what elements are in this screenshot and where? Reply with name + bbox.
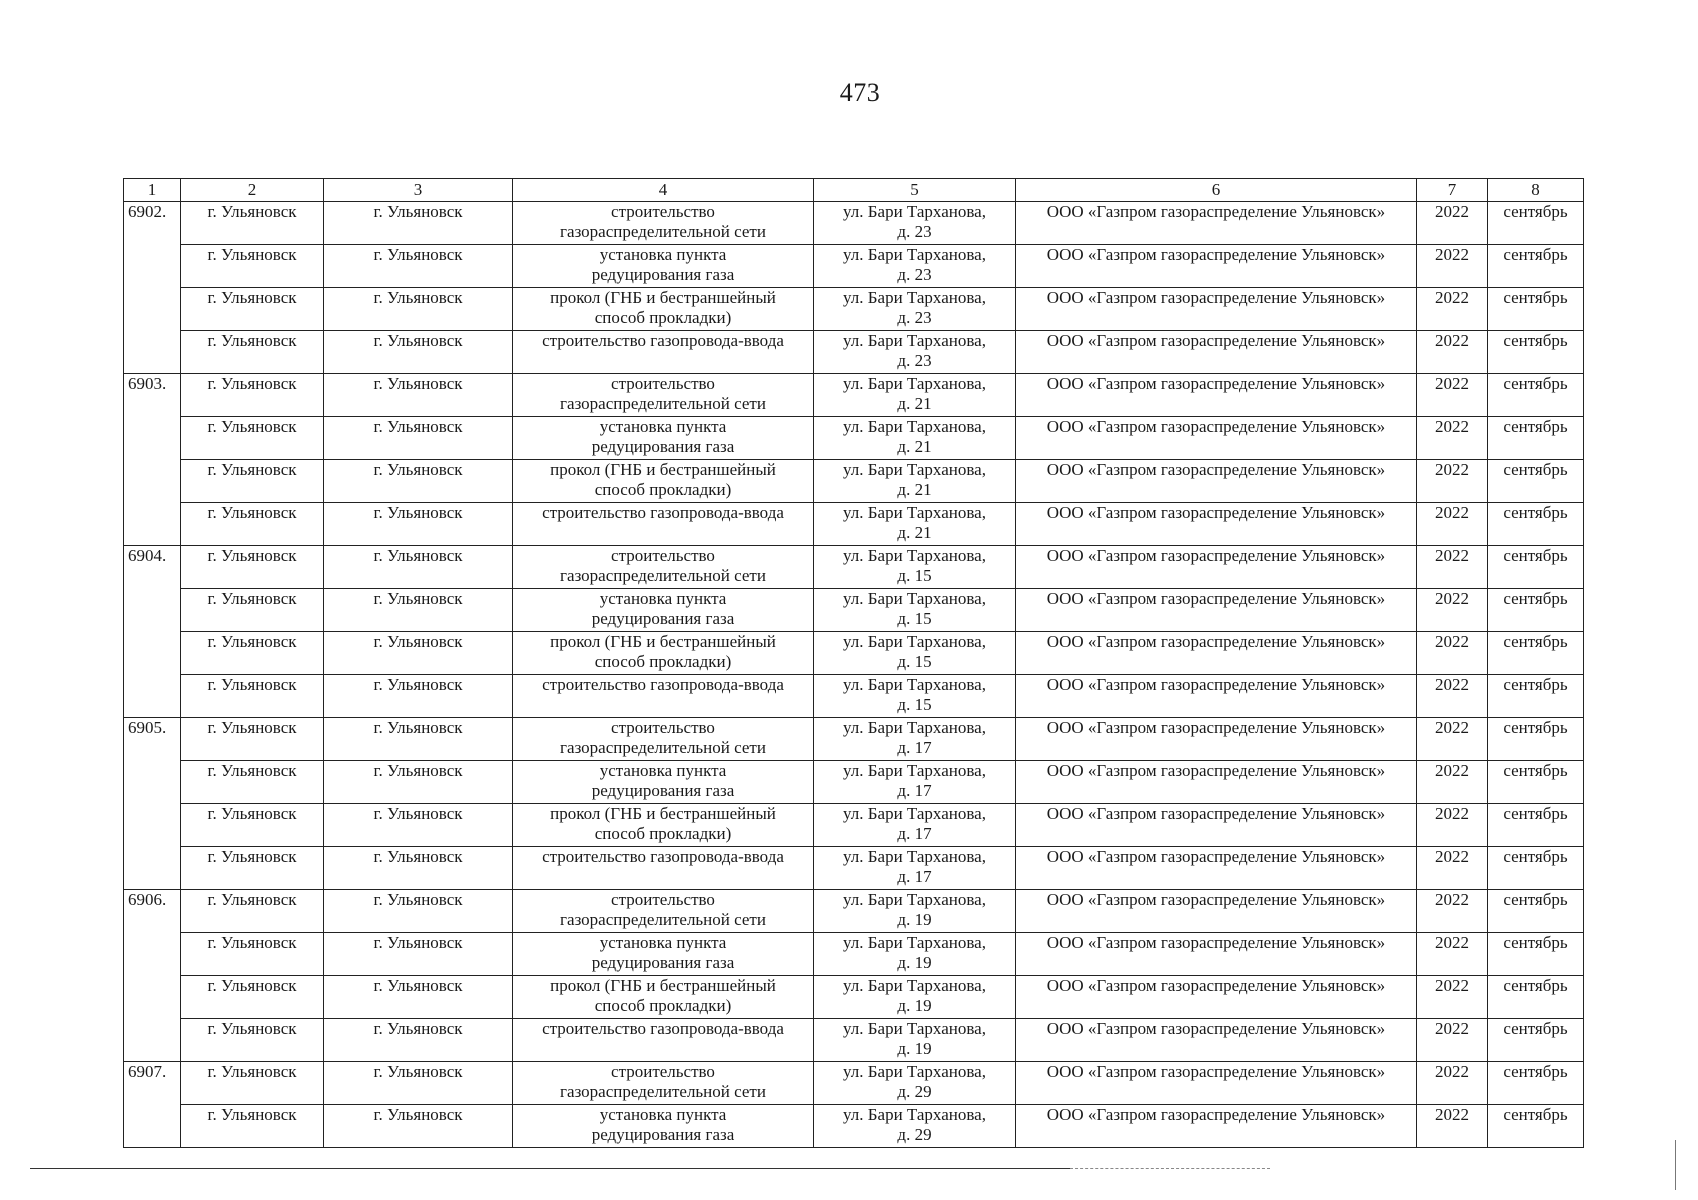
cell-organization: ООО «Газпром газораспределение Ульяновск»	[1016, 374, 1417, 417]
cell-line: д. 19	[897, 996, 932, 1015]
cell-line: ул. Бари Тарханова,	[843, 1019, 986, 1038]
cell-line: установка пункта	[599, 417, 727, 436]
cell-organization: ООО «Газпром газораспределение Ульяновск»	[1016, 718, 1417, 761]
table-row	[124, 546, 1584, 589]
cell-work-type	[513, 417, 814, 460]
cell-line: газораспределительной сети	[560, 910, 766, 929]
table-row	[124, 503, 1584, 546]
entry-number: 6907.	[124, 1062, 181, 1148]
cell-region: г. Ульяновск	[181, 847, 324, 890]
cell-line: газораспределительной сети	[560, 1082, 766, 1101]
cell-line: установка пункта	[599, 589, 727, 608]
cell-line: ул. Бари Тарханова,	[843, 675, 986, 694]
cell-work-type	[513, 460, 814, 503]
cell-line: д. 23	[897, 308, 932, 327]
cell-organization: ООО «Газпром газораспределение Ульяновск»	[1016, 933, 1417, 976]
table-row	[124, 804, 1584, 847]
cell-work-type	[513, 890, 814, 933]
cell-region: г. Ульяновск	[181, 288, 324, 331]
cell-year: 2022	[1417, 417, 1488, 460]
column-header: 8	[1488, 179, 1584, 202]
cell-month: сентябрь	[1488, 1019, 1584, 1062]
cell-locality: г. Ульяновск	[324, 675, 513, 718]
cell-line: установка пункта	[599, 761, 727, 780]
cell-month: сентябрь	[1488, 331, 1584, 374]
cell-line: способ прокладки)	[594, 824, 732, 843]
cell-line: д. 15	[897, 566, 932, 585]
column-header: 5	[814, 179, 1016, 202]
cell-address	[814, 503, 1016, 546]
cell-month: сентябрь	[1488, 847, 1584, 890]
cell-line: ул. Бари Тарханова,	[843, 503, 986, 522]
cell-line: ул. Бари Тарханова,	[843, 761, 986, 780]
cell-address	[814, 288, 1016, 331]
table-row	[124, 718, 1584, 761]
cell-line: ул. Бари Тарханова,	[843, 847, 986, 866]
cell-line: ул. Бари Тарханова,	[843, 245, 986, 264]
cell-locality: г. Ульяновск	[324, 288, 513, 331]
cell-line: способ прокладки)	[594, 308, 732, 327]
cell-locality: г. Ульяновск	[324, 718, 513, 761]
cell-locality: г. Ульяновск	[324, 417, 513, 460]
cell-locality: г. Ульяновск	[324, 933, 513, 976]
cell-year: 2022	[1417, 1019, 1488, 1062]
scan-edge-mark	[1675, 1140, 1676, 1190]
table-row	[124, 417, 1584, 460]
cell-address	[814, 632, 1016, 675]
cell-line: строительство газопровода-ввода	[542, 847, 784, 866]
cell-work-type	[513, 718, 814, 761]
cell-region: г. Ульяновск	[181, 1019, 324, 1062]
cell-work-type	[513, 546, 814, 589]
table-row	[124, 460, 1584, 503]
cell-month: сентябрь	[1488, 632, 1584, 675]
table-row	[124, 933, 1584, 976]
cell-address	[814, 245, 1016, 288]
cell-year: 2022	[1417, 933, 1488, 976]
table-row	[124, 847, 1584, 890]
cell-line: прокол (ГНБ и бестраншейный	[550, 632, 776, 651]
cell-organization: ООО «Газпром газораспределение Ульяновск»	[1016, 288, 1417, 331]
cell-organization: ООО «Газпром газораспределение Ульяновск»	[1016, 890, 1417, 933]
cell-year: 2022	[1417, 546, 1488, 589]
cell-work-type	[513, 202, 814, 245]
cell-month: сентябрь	[1488, 718, 1584, 761]
entry-number: 6906.	[124, 890, 181, 1062]
cell-work-type	[513, 1019, 814, 1062]
cell-work-type	[513, 374, 814, 417]
cell-year: 2022	[1417, 718, 1488, 761]
cell-month: сентябрь	[1488, 1062, 1584, 1105]
cell-work-type	[513, 804, 814, 847]
cell-region: г. Ульяновск	[181, 718, 324, 761]
cell-region: г. Ульяновск	[181, 546, 324, 589]
cell-locality: г. Ульяновск	[324, 976, 513, 1019]
cell-address	[814, 460, 1016, 503]
cell-line: д. 29	[897, 1125, 932, 1144]
column-header: 1	[124, 179, 181, 202]
column-header-row	[124, 179, 1584, 202]
cell-line: строительство	[611, 546, 715, 565]
cell-month: сентябрь	[1488, 202, 1584, 245]
cell-organization: ООО «Газпром газораспределение Ульяновск»	[1016, 245, 1417, 288]
cell-year: 2022	[1417, 804, 1488, 847]
cell-line: ул. Бари Тарханова,	[843, 546, 986, 565]
cell-work-type	[513, 761, 814, 804]
cell-work-type	[513, 1105, 814, 1148]
cell-locality: г. Ульяновск	[324, 374, 513, 417]
table-row	[124, 589, 1584, 632]
cell-region: г. Ульяновск	[181, 202, 324, 245]
cell-month: сентябрь	[1488, 374, 1584, 417]
cell-region: г. Ульяновск	[181, 976, 324, 1019]
cell-region: г. Ульяновск	[181, 675, 324, 718]
cell-address	[814, 718, 1016, 761]
table-row	[124, 331, 1584, 374]
table-row	[124, 288, 1584, 331]
cell-line: д. 21	[897, 480, 932, 499]
cell-line: прокол (ГНБ и бестраншейный	[550, 288, 776, 307]
cell-address	[814, 804, 1016, 847]
cell-line: строительство	[611, 374, 715, 393]
cell-line: редуцирования газа	[591, 609, 735, 628]
column-header: 3	[324, 179, 513, 202]
cell-address	[814, 417, 1016, 460]
table-row	[124, 245, 1584, 288]
cell-work-type	[513, 847, 814, 890]
cell-month: сентябрь	[1488, 546, 1584, 589]
cell-month: сентябрь	[1488, 288, 1584, 331]
column-header: 6	[1016, 179, 1417, 202]
cell-region: г. Ульяновск	[181, 933, 324, 976]
table-body	[124, 202, 1584, 1148]
cell-line: строительство	[611, 1062, 715, 1081]
cell-locality: г. Ульяновск	[324, 632, 513, 675]
cell-address	[814, 589, 1016, 632]
table-row	[124, 890, 1584, 933]
cell-line: редуцирования газа	[591, 1125, 735, 1144]
cell-year: 2022	[1417, 890, 1488, 933]
cell-year: 2022	[1417, 1105, 1488, 1148]
entry-number: 6905.	[124, 718, 181, 890]
cell-region: г. Ульяновск	[181, 804, 324, 847]
cell-region: г. Ульяновск	[181, 245, 324, 288]
cell-region: г. Ульяновск	[181, 761, 324, 804]
cell-address	[814, 1019, 1016, 1062]
cell-month: сентябрь	[1488, 933, 1584, 976]
entry-number: 6904.	[124, 546, 181, 718]
cell-organization: ООО «Газпром газораспределение Ульяновск»	[1016, 417, 1417, 460]
cell-line: прокол (ГНБ и бестраншейный	[550, 804, 776, 823]
cell-year: 2022	[1417, 374, 1488, 417]
cell-line: ул. Бари Тарханова,	[843, 632, 986, 651]
cell-address	[814, 374, 1016, 417]
cell-month: сентябрь	[1488, 761, 1584, 804]
cell-locality: г. Ульяновск	[324, 503, 513, 546]
cell-line: д. 17	[897, 824, 932, 843]
cell-year: 2022	[1417, 675, 1488, 718]
cell-locality: г. Ульяновск	[324, 202, 513, 245]
cell-work-type	[513, 503, 814, 546]
cell-region: г. Ульяновск	[181, 331, 324, 374]
column-header: 7	[1417, 179, 1488, 202]
cell-organization: ООО «Газпром газораспределение Ульяновск»	[1016, 976, 1417, 1019]
cell-line: прокол (ГНБ и бестраншейный	[550, 460, 776, 479]
cell-month: сентябрь	[1488, 976, 1584, 1019]
table-row	[124, 1019, 1584, 1062]
cell-month: сентябрь	[1488, 417, 1584, 460]
cell-line: д. 23	[897, 265, 932, 284]
page-number: 473	[839, 78, 881, 107]
cell-line: редуцирования газа	[591, 437, 735, 456]
table-row	[124, 761, 1584, 804]
cell-organization: ООО «Газпром газораспределение Ульяновск»	[1016, 804, 1417, 847]
cell-line: д. 17	[897, 781, 932, 800]
cell-month: сентябрь	[1488, 589, 1584, 632]
cell-line: строительство газопровода-ввода	[542, 331, 784, 350]
cell-region: г. Ульяновск	[181, 890, 324, 933]
cell-line: прокол (ГНБ и бестраншейный	[550, 976, 776, 995]
cell-line: ул. Бари Тарханова,	[843, 1062, 986, 1081]
cell-region: г. Ульяновск	[181, 460, 324, 503]
cell-line: ул. Бари Тарханова,	[843, 331, 986, 350]
cell-work-type	[513, 675, 814, 718]
cell-year: 2022	[1417, 503, 1488, 546]
cell-line: газораспределительной сети	[560, 738, 766, 757]
cell-line: установка пункта	[599, 1105, 727, 1124]
cell-locality: г. Ульяновск	[324, 1019, 513, 1062]
cell-organization: ООО «Газпром газораспределение Ульяновск»	[1016, 675, 1417, 718]
cell-line: установка пункта	[599, 245, 727, 264]
table-row	[124, 675, 1584, 718]
cell-work-type	[513, 331, 814, 374]
cell-line: д. 19	[897, 1039, 932, 1058]
cell-locality: г. Ульяновск	[324, 890, 513, 933]
cell-month: сентябрь	[1488, 460, 1584, 503]
cell-line: д. 21	[897, 523, 932, 542]
cell-address	[814, 546, 1016, 589]
cell-line: редуцирования газа	[591, 781, 735, 800]
cell-year: 2022	[1417, 632, 1488, 675]
table-row	[124, 632, 1584, 675]
cell-locality: г. Ульяновск	[324, 761, 513, 804]
cell-line: д. 23	[897, 222, 932, 241]
cell-year: 2022	[1417, 331, 1488, 374]
cell-year: 2022	[1417, 245, 1488, 288]
cell-line: ул. Бари Тарханова,	[843, 288, 986, 307]
cell-line: ул. Бари Тарханова,	[843, 1105, 986, 1124]
cell-line: редуцирования газа	[591, 265, 735, 284]
cell-region: г. Ульяновск	[181, 503, 324, 546]
cell-address	[814, 675, 1016, 718]
cell-month: сентябрь	[1488, 1105, 1584, 1148]
cell-locality: г. Ульяновск	[324, 847, 513, 890]
data-table	[123, 178, 1584, 1148]
cell-line: д. 17	[897, 867, 932, 886]
cell-line: способ прокладки)	[594, 480, 732, 499]
table-row	[124, 374, 1584, 417]
cell-organization: ООО «Газпром газораспределение Ульяновск»	[1016, 589, 1417, 632]
cell-region: г. Ульяновск	[181, 1105, 324, 1148]
cell-work-type	[513, 589, 814, 632]
cell-work-type	[513, 1062, 814, 1105]
cell-work-type	[513, 245, 814, 288]
cell-organization: ООО «Газпром газораспределение Ульяновск»	[1016, 1062, 1417, 1105]
cell-line: ул. Бари Тарханова,	[843, 589, 986, 608]
cell-line: д. 21	[897, 437, 932, 456]
cell-year: 2022	[1417, 288, 1488, 331]
cell-locality: г. Ульяновск	[324, 245, 513, 288]
cell-address	[814, 331, 1016, 374]
cell-line: строительство газопровода-ввода	[542, 1019, 784, 1038]
cell-line: строительство газопровода-ввода	[542, 675, 784, 694]
cell-line: установка пункта	[599, 933, 727, 952]
cell-work-type	[513, 933, 814, 976]
table-row	[124, 1062, 1584, 1105]
cell-line: ул. Бари Тарханова,	[843, 890, 986, 909]
cell-line: газораспределительной сети	[560, 394, 766, 413]
cell-address	[814, 976, 1016, 1019]
cell-month: сентябрь	[1488, 503, 1584, 546]
cell-line: д. 17	[897, 738, 932, 757]
cell-year: 2022	[1417, 761, 1488, 804]
cell-locality: г. Ульяновск	[324, 460, 513, 503]
cell-line: строительство	[611, 890, 715, 909]
cell-organization: ООО «Газпром газораспределение Ульяновск»	[1016, 503, 1417, 546]
cell-organization: ООО «Газпром газораспределение Ульяновск»	[1016, 761, 1417, 804]
cell-region: г. Ульяновск	[181, 589, 324, 632]
cell-line: д. 15	[897, 695, 932, 714]
entry-number: 6903.	[124, 374, 181, 546]
cell-organization: ООО «Газпром газораспределение Ульяновск»	[1016, 460, 1417, 503]
cell-line: ул. Бари Тарханова,	[843, 202, 986, 221]
cell-locality: г. Ульяновск	[324, 331, 513, 374]
cell-line: д. 23	[897, 351, 932, 370]
cell-year: 2022	[1417, 1062, 1488, 1105]
cell-line: способ прокладки)	[594, 996, 732, 1015]
cell-year: 2022	[1417, 202, 1488, 245]
cell-address	[814, 202, 1016, 245]
entry-number: 6902.	[124, 202, 181, 374]
cell-line: д. 21	[897, 394, 932, 413]
cell-address	[814, 761, 1016, 804]
cell-organization: ООО «Газпром газораспределение Ульяновск»	[1016, 847, 1417, 890]
cell-line: строительство газопровода-ввода	[542, 503, 784, 522]
cell-organization: ООО «Газпром газораспределение Ульяновск»	[1016, 632, 1417, 675]
cell-month: сентябрь	[1488, 245, 1584, 288]
cell-locality: г. Ульяновск	[324, 804, 513, 847]
cell-year: 2022	[1417, 847, 1488, 890]
cell-month: сентябрь	[1488, 804, 1584, 847]
cell-line: ул. Бари Тарханова,	[843, 718, 986, 737]
cell-organization: ООО «Газпром газораспределение Ульяновск»	[1016, 1019, 1417, 1062]
cell-month: сентябрь	[1488, 890, 1584, 933]
cell-line: газораспределительной сети	[560, 566, 766, 585]
cell-address	[814, 1062, 1016, 1105]
cell-work-type	[513, 632, 814, 675]
cell-address	[814, 890, 1016, 933]
cell-line: редуцирования газа	[591, 953, 735, 972]
cell-line: д. 29	[897, 1082, 932, 1101]
cell-line: строительство	[611, 202, 715, 221]
cell-year: 2022	[1417, 589, 1488, 632]
cell-organization: ООО «Газпром газораспределение Ульяновск»	[1016, 1105, 1417, 1148]
cell-line: д. 19	[897, 953, 932, 972]
cell-line: д. 15	[897, 652, 932, 671]
cell-region: г. Ульяновск	[181, 1062, 324, 1105]
cell-region: г. Ульяновск	[181, 632, 324, 675]
cell-line: ул. Бари Тарханова,	[843, 933, 986, 952]
cell-line: ул. Бари Тарханова,	[843, 976, 986, 995]
cell-year: 2022	[1417, 976, 1488, 1019]
cell-line: строительство	[611, 718, 715, 737]
cell-line: способ прокладки)	[594, 652, 732, 671]
cell-line: ул. Бари Тарханова,	[843, 374, 986, 393]
cell-locality: г. Ульяновск	[324, 1062, 513, 1105]
cell-address	[814, 933, 1016, 976]
cell-line: д. 19	[897, 910, 932, 929]
cell-address	[814, 847, 1016, 890]
column-header: 4	[513, 179, 814, 202]
cell-locality: г. Ульяновск	[324, 1105, 513, 1148]
cell-locality: г. Ульяновск	[324, 546, 513, 589]
cell-month: сентябрь	[1488, 675, 1584, 718]
table-row	[124, 976, 1584, 1019]
cell-region: г. Ульяновск	[181, 374, 324, 417]
cell-organization: ООО «Газпром газораспределение Ульяновск»	[1016, 331, 1417, 374]
cell-address	[814, 1105, 1016, 1148]
table-row	[124, 202, 1584, 245]
cell-work-type	[513, 976, 814, 1019]
cell-line: д. 15	[897, 609, 932, 628]
column-header: 2	[181, 179, 324, 202]
cell-line: ул. Бари Тарханова,	[843, 460, 986, 479]
cell-organization: ООО «Газпром газораспределение Ульяновск»	[1016, 202, 1417, 245]
cell-line: ул. Бари Тарханова,	[843, 804, 986, 823]
cell-line: газораспределительной сети	[560, 222, 766, 241]
cell-line: ул. Бари Тарханова,	[843, 417, 986, 436]
cell-region: г. Ульяновск	[181, 417, 324, 460]
cell-locality: г. Ульяновск	[324, 589, 513, 632]
cell-organization: ООО «Газпром газораспределение Ульяновск»	[1016, 546, 1417, 589]
page-bottom-rule	[30, 1168, 1070, 1169]
table-row	[124, 1105, 1584, 1148]
cell-year: 2022	[1417, 460, 1488, 503]
page-bottom-rule-faint	[1070, 1168, 1270, 1169]
cell-work-type	[513, 288, 814, 331]
